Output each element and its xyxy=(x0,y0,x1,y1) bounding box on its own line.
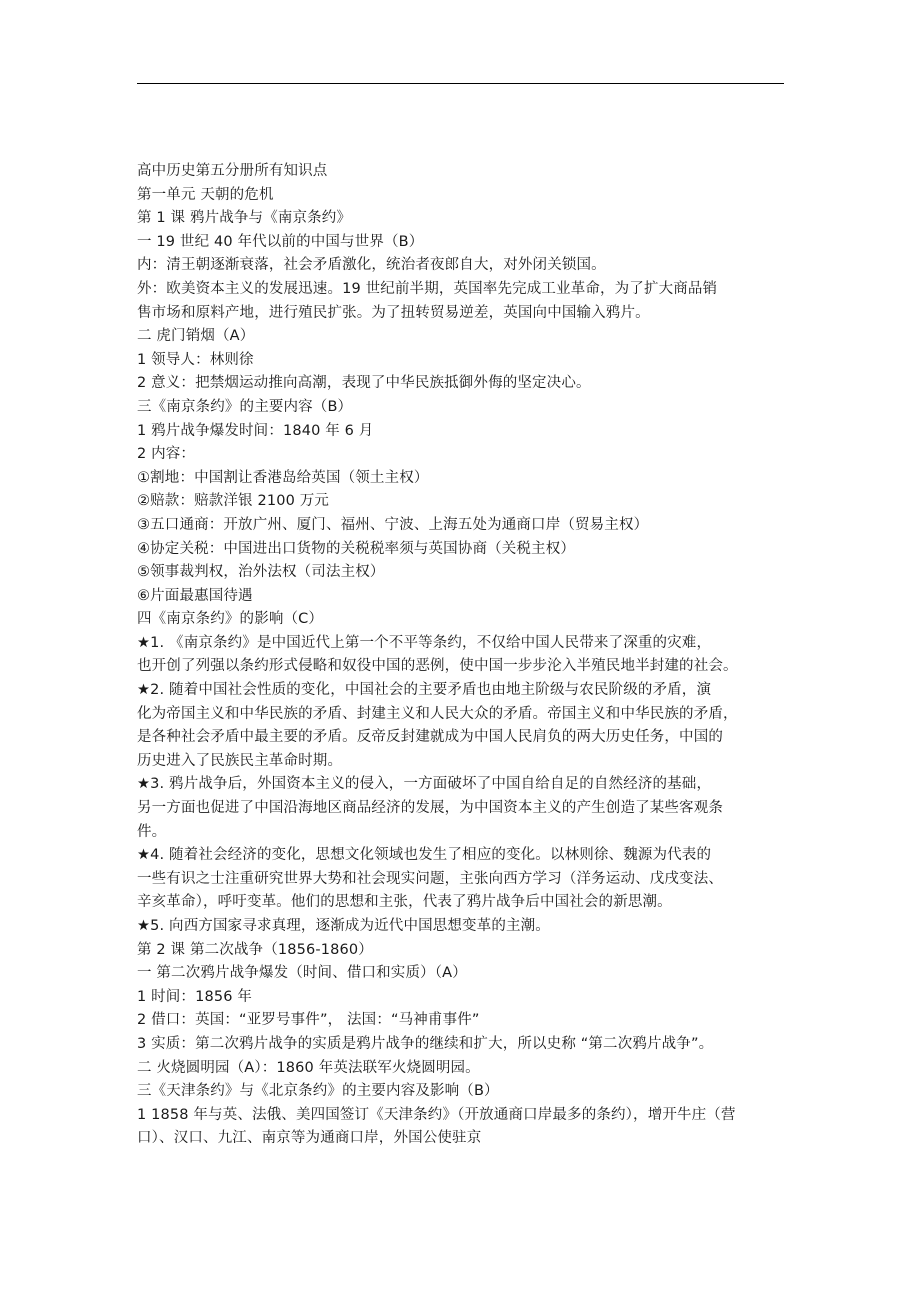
text-line: 化为帝国主义和中华民族的矛盾、封建主义和人民大众的矛盾。帝国主义和中华民族的矛盾， xyxy=(137,705,738,722)
document-body xyxy=(137,160,789,1151)
section-heading: 一 19 世纪 40 年代以前的中国与世界（B） xyxy=(137,233,424,250)
list-item: ②赔款：赔款洋银 2100 万元 xyxy=(137,493,330,510)
list-item: ③五口通商：开放广州、厦门、福州、宁波、上海五处为通商口岸（贸易主权） xyxy=(137,516,649,533)
text-line: 1 1858 年与英、法俄、美四国签订《天津条约》（开放通商口岸最多的条约），增开牛庄（营 xyxy=(137,1106,736,1123)
starred-point: ★2. 随着中国社会性质的变化，中国社会的主要矛盾也由地主阶级与农民阶级的矛盾，演 xyxy=(137,682,712,699)
text-line: 历史进入了民族民主革命时期。 xyxy=(137,752,343,769)
text-line: 1 领导人：林则徐 xyxy=(137,351,254,368)
text-line: 2 内容： xyxy=(137,446,196,463)
starred-point: ★1. 《南京条约》是中国近代上第一个不平等条约，不仅给中国人民带来了深重的灾难， xyxy=(137,634,712,651)
text-line: 是各种社会矛盾中最主要的矛盾。反帝反封建就成为中国人民肩负的两大历史任务，中国的 xyxy=(137,729,723,746)
document-title: 高中历史第五分册所有知识点 xyxy=(137,163,328,179)
text-line: 1 鸦片战争爆发时间：1840 年 6 月 xyxy=(137,422,374,439)
list-item: ⑤领事裁判权，治外法权（司法主权） xyxy=(137,564,385,581)
lesson-heading: 第 1 课 鸦片战争与《南京条约》 xyxy=(137,210,352,227)
list-item: ④协定关税：中国进出口货物的关税税率须与英国协商（关税主权） xyxy=(137,540,575,557)
text-line: 件。 xyxy=(137,823,167,840)
starred-point: ★3. 鸦片战争后，外国资本主义的侵入，一方面破坏了中国自给自足的自然经济的基础， xyxy=(137,776,712,793)
section-heading: 二 虎门销烟（A） xyxy=(137,328,255,345)
text-line: 另一方面也促进了中国沿海地区商品经济的发展，为中国资本主义的产生创造了某些客观条 xyxy=(137,800,723,817)
list-item: ①割地：中国割让香港岛给英国（领土主权） xyxy=(137,469,429,486)
section-heading: 三《天津条约》与《北京条约》的主要内容及影响（B） xyxy=(137,1083,499,1100)
text-line: 2 借口：英国：“亚罗号事件”， 法国：“马神甫事件” xyxy=(137,1012,480,1029)
text-line: 售市场和原料产地，进行殖民扩张。为了扭转贸易逆差，英国向中国输入鸦片。 xyxy=(137,304,650,321)
section-heading: 四《南京条约》的影响（C） xyxy=(137,611,324,628)
list-item: ⑥片面最惠国待遇 xyxy=(137,587,253,604)
text-line: 1 时间：1856 年 xyxy=(137,988,252,1005)
unit-heading: 第一单元 天朝的危机 xyxy=(137,186,274,203)
section-heading: 三《南京条约》的主要内容（B） xyxy=(137,398,353,415)
header-rule xyxy=(137,83,784,84)
text-line: 2 意义：把禁烟运动推向高潮，表现了中华民族抵御外侮的坚定决心。 xyxy=(137,375,591,392)
text-line: 辛亥革命），呼吁变革。他们的思想和主张，代表了鸦片战争后中国社会的新思潮。 xyxy=(137,894,672,911)
lesson-heading: 第 2 课 第二次战争（1856-1860） xyxy=(137,941,373,958)
text-line: 口）、汉口、九江、南京等为通商口岸，外国公使驻京 xyxy=(137,1130,482,1147)
starred-point: ★4. 随着社会经济的变化，思想文化领域也发生了相应的变化。以林则徐、魏源为代表的 xyxy=(137,847,712,864)
text-line: 3 实质：第二次鸦片战争的实质是鸦片战争的继续和扩大，所以史称 “第二次鸦片战争”。 xyxy=(137,1035,714,1052)
starred-point: ★5. 向西方国家寻求真理，逐渐成为近代中国思想变革的主潮。 xyxy=(137,918,550,934)
text-line: 外：欧美资本主义的发展迅速。19 世纪前半期，英国率先完成工业革命，为了扩大商品销 xyxy=(137,280,718,297)
text-line: 内：清王朝逐渐衰落，社会矛盾激化，统治者夜郎自大，对外闭关锁国。 xyxy=(137,257,606,274)
text-line: 一些有识之士注重研究世界大势和社会现实问题，主张向西方学习（洋务运动、戊戌变法、 xyxy=(137,870,723,887)
section-heading: 二 火烧圆明园（A）：1860 年英法联军火烧圆明园。 xyxy=(137,1059,480,1076)
section-heading: 一 第二次鸦片战争爆发（时间、借口和实质）（A） xyxy=(137,965,467,982)
text-line: 也开创了列强以条约形式侵略和奴役中国的恶例，使中国一步步沦入半殖民地半封建的社会。 xyxy=(137,658,738,675)
